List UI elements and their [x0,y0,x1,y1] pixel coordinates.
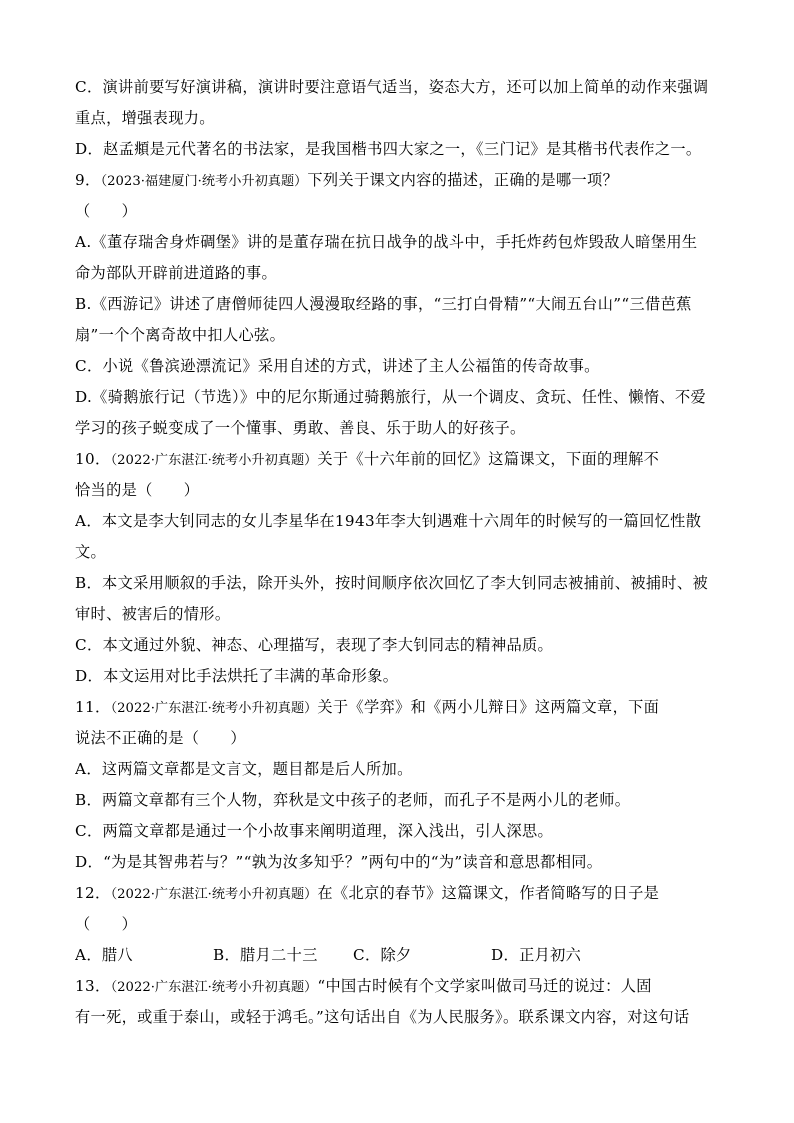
question-number: 12． [75,884,111,902]
text-line: 文。 [75,543,107,561]
text-line: D．“为是其智弗若与？”“孰为汝多知乎？”两句中的“为”读音和意思都相同。 [75,853,603,871]
question-header [75,165,725,196]
option-b: B．腊月二十三 [213,946,318,964]
text-line: 学习的孩子蜕变成了一个懂事、勇敢、善良、乐于助人的好孩子。 [75,419,526,437]
text-line: A．这两篇文章都是文言文，题目都是后人所加。 [75,760,413,778]
question-header [75,444,725,475]
text-line: B．两篇文章都有三个人物，弈秋是文中孩子的老师，而孔子不是两小儿的老师。 [75,791,631,809]
text-line: 说法不正确的是（ ） [75,729,246,747]
text-line: C．演讲前要写好演讲稿，演讲时要注意语气适当，姿态大方，还可以加上简单的动作来强调 [75,78,709,96]
text-line: 有一死，或重于泰山，或轻于鸿毛。”这句话出自《为人民服务》。联系课文内容，对这句话 [75,1008,690,1026]
question-header [75,692,725,723]
option-a: A．腊八 [75,946,133,964]
text-line: B.《西游记》讲述了唐僧师徒四人漫漫取经路的事，“三打白骨精”“大闹五台山”“三借芭蕉 [75,295,692,313]
text-line: B．本文采用顺叙的手法，除开头外，按时间顺序依次回忆了李大钊同志被捕前、被捕时、被 [75,574,709,592]
text-line: A.《董存瑞舍身炸碉堡》讲的是董存瑞在抗日战争的战斗中，手托炸药包炸毁敌人暗堡用生 [75,233,698,251]
question-source: （2022·广东湛江·统考小升初真题） [110,887,318,902]
text-line: （ ） [75,202,138,220]
question-source: （2022·广东湛江·统考小升初真题） [110,980,318,995]
text-line: D．赵孟頫是元代著名的书法家，是我国楷书四大家之一，《三门记》是其楷书代表作之一。 [75,140,702,158]
question-number: 9． [75,171,101,189]
text-line: （ ） [75,915,138,933]
text-line: D.《骑鹅旅行记（节选）》中的尼尔斯通过骑鹅旅行，从一个调皮、贪玩、任性、懒惰、不爱 [75,388,707,406]
question-list [75,72,725,1033]
text-line: 审时、被害后的情形。 [75,605,231,623]
text-line: C．本文通过外貌、神态、心理描写，表现了李大钊同志的精神品质。 [75,636,554,654]
text-line: 重点，增强表现力。 [75,109,215,127]
text-line: A．本文是李大钊同志的女儿李星华在1943年李大钊遇难十六周年的时候写的一篇回忆性散 [75,512,702,530]
question-stem: 在《北京的春节》这篇课文，作者简略写的日子是 [317,884,660,902]
text-line: 命为部队开辟前进道路的事。 [75,264,277,282]
question-number: 13． [75,977,111,995]
text-line: C．两篇文章都是通过一个小故事来阐明道理，深入浅出，引人深思。 [75,822,554,840]
question-source: （2022·广东湛江·统考小升初真题） [110,453,318,468]
question-number: 11． [75,698,111,716]
text-line: 扇”一个个离奇故中扣人心弦。 [75,326,286,344]
question-stem: 关于《十六年前的回忆》这篇课文，下面的理解不 [317,450,660,468]
question-source: （2023·福建厦门·统考小升初真题） [100,174,308,189]
question-stem: 关于《学弈》和《两小儿辩日》这两篇文章，下面 [317,698,660,716]
question-stem: 下列关于课文内容的描述，正确的是哪一项？ [307,171,619,189]
option-c: C．除夕 [353,946,412,964]
question-header [75,878,725,909]
question-header [75,971,725,1002]
option-row [75,940,725,971]
option-d: D．正月初六 [491,946,582,964]
text-line: D．本文运用对比手法烘托了丰满的革命形象。 [75,667,399,685]
question-source: （2022·广东湛江·统考小升初真题） [110,701,318,716]
question-number: 10． [75,450,111,468]
question-stem: “中国古时候有个文学家叫做司马迁的说过：人固 [317,977,652,995]
text-line: 恰当的是（ ） [75,481,200,499]
text-line: C．小说《鲁滨逊漂流记》采用自述的方式，讲述了主人公福笛的传奇故事。 [75,357,600,375]
